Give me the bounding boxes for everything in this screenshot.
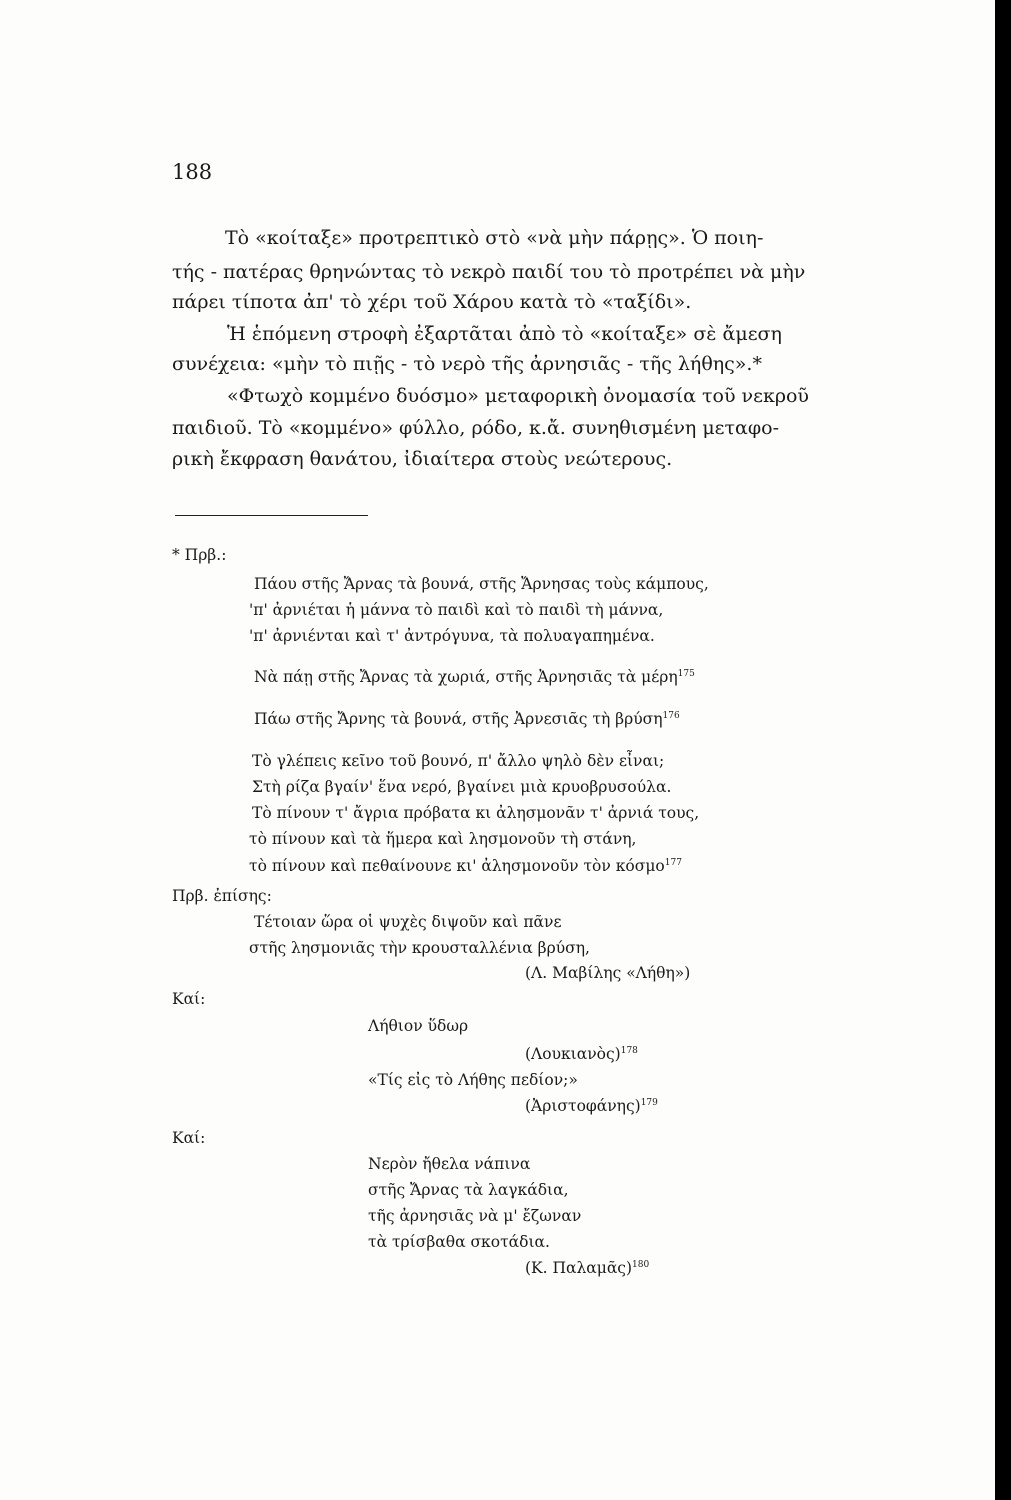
body-line: Τὸ «κοίταξε» προτρεπτικὸ στὸ «νὰ μὴν πάρῃς». Ὁ ποιη- [225, 227, 764, 249]
verse-line: τὸ πίνουν καὶ πεθαίνουνε κι' ἀλησμονοῦν τὸν κόσμο$^{177}$ [249, 857, 682, 875]
verse-line: 'π' ἀρνιένται καὶ τ' ἀντρόγυνα, τὰ πολυαγαπημένα. [249, 627, 655, 645]
verse-source: (Ἀριστοφάνης)$^{179}$ [525, 1097, 658, 1115]
body-line: «Φτωχὸ κομμένο δυόσμο» μεταφορικὴ ὀνομασία τοῦ νεκροῦ [227, 385, 809, 407]
body-line: Ἡ ἑπόμενη στροφὴ ἐξαρτᾶται ἀπὸ τὸ «κοίταξε» σὲ ἄμεση [227, 323, 782, 345]
footnote-divider [175, 515, 368, 516]
body-line: παιδιοῦ. Τὸ «κομμένο» φύλλο, ρόδο, κ.ἄ. συνηθισμένη μεταφο- [172, 417, 780, 439]
compare-label: Πρβ. ἐπίσης: [172, 887, 272, 905]
verse-source: (Λουκιανὸς)$^{178}$ [525, 1045, 638, 1063]
verse-line: Τὸ πίνουν τ' ἄγρια πρόβατα κι ἀλησμονᾶν τ' ἀρνιά τους, [252, 804, 700, 822]
body-line: πάρει τίποτα ἀπ' τὸ χέρι τοῦ Χάρου κατὰ τὸ «ταξίδι». [172, 291, 692, 313]
footnote-ref: 176 [662, 711, 680, 721]
verse-line: Λήθιον ὕδωρ [368, 1017, 469, 1035]
verse-line: Πάου στῆς Ἄρνας τὰ βουνά, στῆς Ἄρνησας τοὺς κάμπους, [254, 575, 709, 593]
verse-line: τὰ τρίσβαθα σκοτάδια. [368, 1233, 550, 1251]
verse-line: Πάω στῆς Ἄρνης τὰ βουνά, στῆς Ἀρνεσιᾶς τὴ βρύση$^{176}$ [254, 710, 680, 728]
verse-line: Τέτοιαν ὥρα οἱ ψυχὲς διψοῦν καὶ πᾶνε [254, 913, 562, 931]
kai-label: Καί: [172, 1129, 206, 1147]
verse-line: 'π' ἀρνιέται ἡ μάννα τὸ παιδὶ καὶ τὸ παιδὶ τὴ μάννα, [249, 601, 664, 619]
verse-source: (Λ. Μαβίλης «Λήθη») [525, 964, 691, 982]
verse-source: (Κ. Παλαμᾶς)$^{180}$ [525, 1259, 650, 1277]
verse-line: «Τίς εἰς τὸ Λήθης πεδίον;» [368, 1071, 578, 1089]
footnote-ref: 180 [632, 1260, 650, 1270]
footnote-marker: * Πρβ.: [172, 546, 227, 564]
verse-line: Τὸ γλέπεις κεῖνο τοῦ βουνό, π' ἄλλο ψηλὸ δὲν εἶναι; [252, 752, 665, 770]
footnote-ref: 179 [640, 1098, 658, 1108]
verse-line: Στὴ ρίζα βγαίν' ἕνα νερό, βγαίνει μιὰ κρυοβρυσούλα. [252, 778, 672, 796]
verse-line: τὸ πίνουν καὶ τὰ ἥμερα καὶ λησμονοῦν τὴ στάνη, [249, 830, 637, 848]
body-line: τής - πατέρας θρηνώντας τὸ νεκρὸ παιδί του τὸ προτρέπει νὰ μὴν [172, 261, 806, 283]
footnote-ref: 178 [620, 1046, 638, 1056]
verse-line: στῆς Ἄρνας τὰ λαγκάδια, [368, 1181, 569, 1199]
footnote-ref: 177 [664, 858, 682, 868]
verse-line: Νὰ πάῃ στῆς Ἄρνας τὰ χωριά, στῆς Ἀρνησιᾶς τὰ μέρη$^{175}$ [254, 668, 695, 686]
body-line: ρικὴ ἔκφραση θανάτου, ἰδιαίτερα στοὺς νεώτερους. [172, 448, 673, 470]
footnote-ref: 175 [677, 669, 695, 679]
body-line: συνέχεια: «μὴν τὸ πιῇς - τὸ νερὸ τῆς ἀρνησιᾶς - τῆς λήθης».* [172, 353, 762, 375]
kai-label: Καί: [172, 990, 206, 1008]
verse-line: Νερὸν ἤθελα νάπινα [368, 1155, 531, 1173]
verse-line: στῆς λησμονιᾶς τὴν κρουσταλλένια βρύση, [249, 939, 590, 957]
page-number: 188 [172, 160, 213, 184]
verse-line: τῆς ἀρνησιᾶς νὰ μ' ἔζωναν [368, 1207, 582, 1225]
